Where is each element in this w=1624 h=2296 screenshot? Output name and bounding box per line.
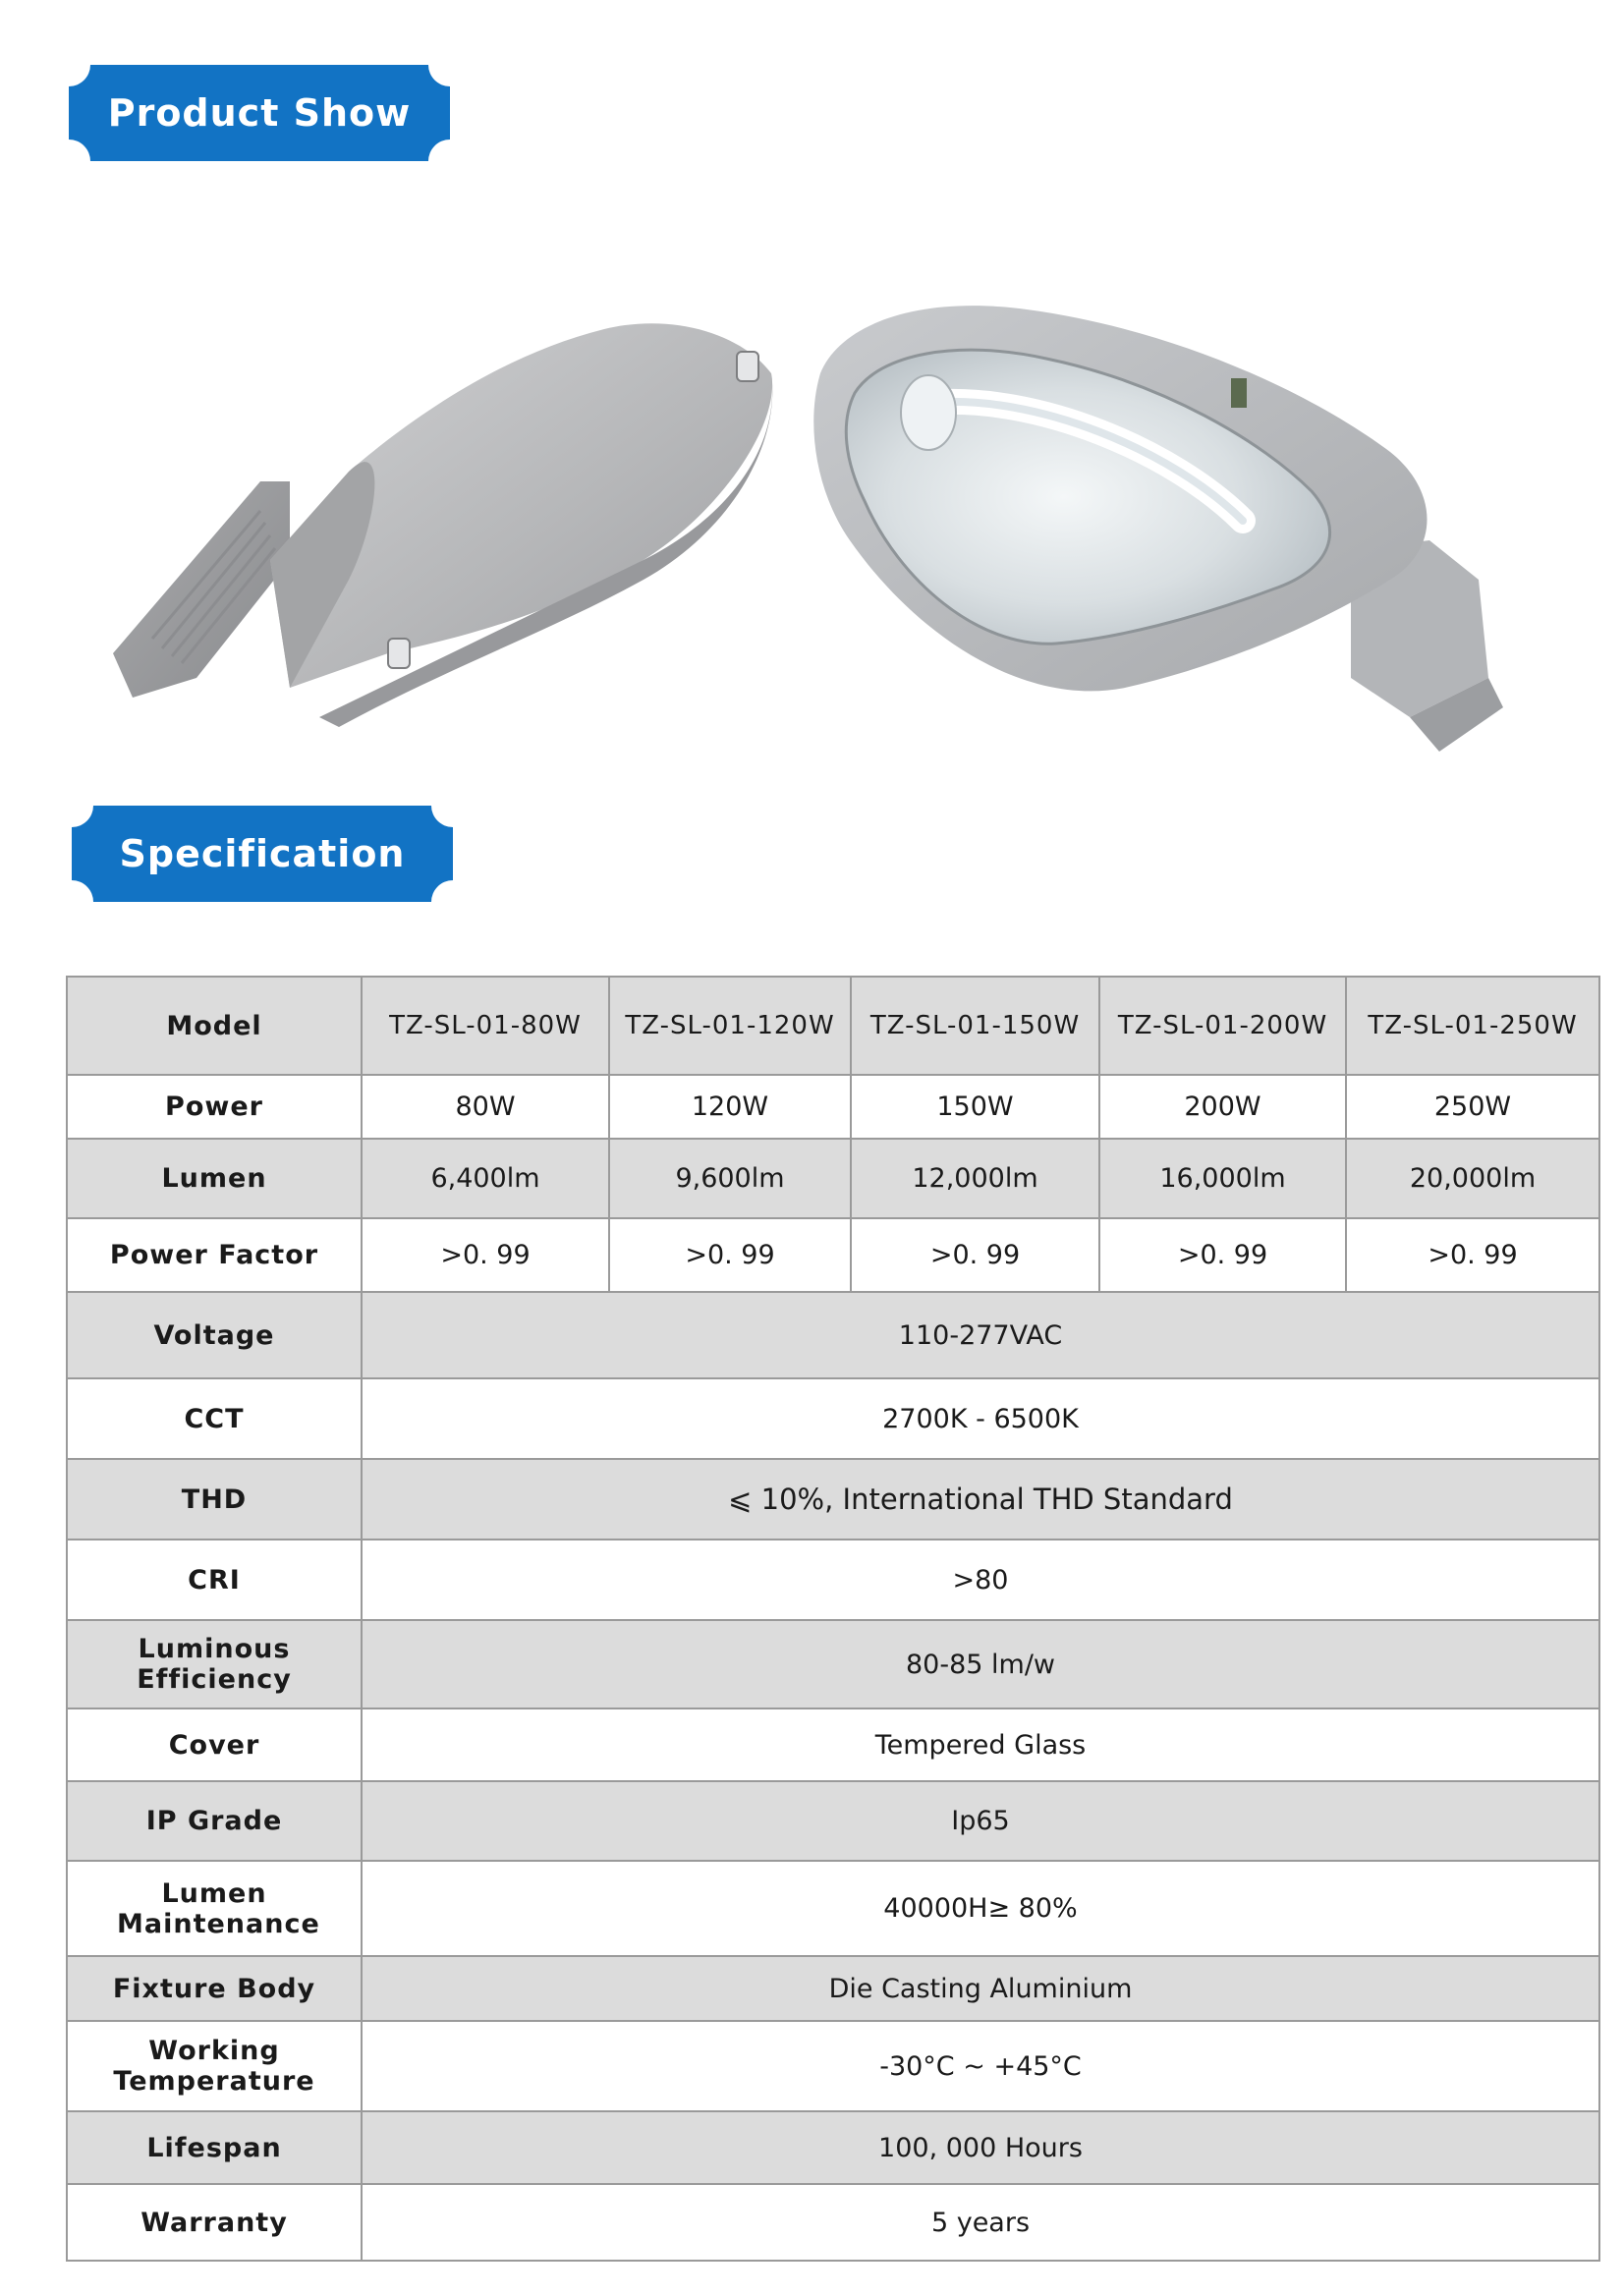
row-label: Lumen Maintenance: [67, 1861, 362, 1956]
row-label: Voltage: [67, 1292, 362, 1378]
row-label: Luminous Efficiency: [67, 1620, 362, 1708]
luminous-efficiency-row: [67, 1620, 1599, 1708]
row-label: Fixture Body: [67, 1956, 362, 2021]
value-cell: 200W: [1099, 1075, 1346, 1139]
value-cell: >0. 99: [851, 1218, 1099, 1292]
voltage-row: [67, 1292, 1599, 1378]
lumen-row: [67, 1139, 1599, 1218]
row-label: THD: [67, 1459, 362, 1540]
product-show-title: Product Show: [107, 91, 412, 135]
value-cell: 20,000lm: [1346, 1139, 1599, 1218]
row-label: Warranty: [67, 2184, 362, 2261]
value-cell: 9,600lm: [609, 1139, 851, 1218]
product-show-banner: [69, 65, 450, 161]
value-cell: Ip65: [362, 1781, 1599, 1861]
value-cell: ⩽ 10%, International THD Standard: [362, 1459, 1599, 1540]
model-row: [67, 977, 1599, 1075]
warranty-row: [67, 2184, 1599, 2261]
lumen-maintenance-row: [67, 1861, 1599, 1956]
model-cell: TZ-SL-01-80W: [362, 977, 609, 1075]
fixture-body-row: [67, 1956, 1599, 2021]
value-cell: >0. 99: [362, 1218, 609, 1292]
specification-table: [66, 976, 1600, 2262]
cover-row: [67, 1708, 1599, 1781]
value-cell: >80: [362, 1540, 1599, 1620]
row-label: Model: [67, 977, 362, 1075]
value-cell: 100, 000 Hours: [362, 2111, 1599, 2184]
row-label: Power Factor: [67, 1218, 362, 1292]
value-cell: >0. 99: [1346, 1218, 1599, 1292]
value-cell: 110-277VAC: [362, 1292, 1599, 1378]
value-cell: 250W: [1346, 1075, 1599, 1139]
value-cell: 80-85 lm/w: [362, 1620, 1599, 1708]
value-cell: 80W: [362, 1075, 609, 1139]
model-cell: TZ-SL-01-150W: [851, 977, 1099, 1075]
value-cell: -30°C ~ +45°C: [362, 2021, 1599, 2111]
model-cell: TZ-SL-01-200W: [1099, 977, 1346, 1075]
ip-grade-row: [67, 1781, 1599, 1861]
value-cell: 2700K - 6500K: [362, 1378, 1599, 1459]
street-lamp-front-view-image: [801, 285, 1540, 815]
value-cell: 12,000lm: [851, 1139, 1099, 1218]
lifespan-row: [67, 2111, 1599, 2184]
value-cell: >0. 99: [609, 1218, 851, 1292]
row-label: Power: [67, 1075, 362, 1139]
value-cell: 150W: [851, 1075, 1099, 1139]
street-lamp-side-view-image: [93, 265, 801, 727]
value-cell: Tempered Glass: [362, 1708, 1599, 1781]
value-cell: 6,400lm: [362, 1139, 609, 1218]
row-label: Lifespan: [67, 2111, 362, 2184]
power-row: [67, 1075, 1599, 1139]
thd-row: [67, 1459, 1599, 1540]
row-label: Lumen: [67, 1139, 362, 1218]
value-cell: 40000H≥ 80%: [362, 1861, 1599, 1956]
model-cell: TZ-SL-01-250W: [1346, 977, 1599, 1075]
model-cell: TZ-SL-01-120W: [609, 977, 851, 1075]
row-label: CRI: [67, 1540, 362, 1620]
value-cell: 120W: [609, 1075, 851, 1139]
row-label: CCT: [67, 1378, 362, 1459]
specification-title: Specification: [119, 832, 406, 875]
power-factor-row: [67, 1218, 1599, 1292]
value-cell: 5 years: [362, 2184, 1599, 2261]
row-label: IP Grade: [67, 1781, 362, 1861]
specification-banner: [72, 806, 453, 902]
cri-row: [67, 1540, 1599, 1620]
row-label: Cover: [67, 1708, 362, 1781]
value-cell: >0. 99: [1099, 1218, 1346, 1292]
cct-row: [67, 1378, 1599, 1459]
value-cell: 16,000lm: [1099, 1139, 1346, 1218]
row-label: Working Temperature: [67, 2021, 362, 2111]
value-cell: Die Casting Aluminium: [362, 1956, 1599, 2021]
working-temperature-row: [67, 2021, 1599, 2111]
